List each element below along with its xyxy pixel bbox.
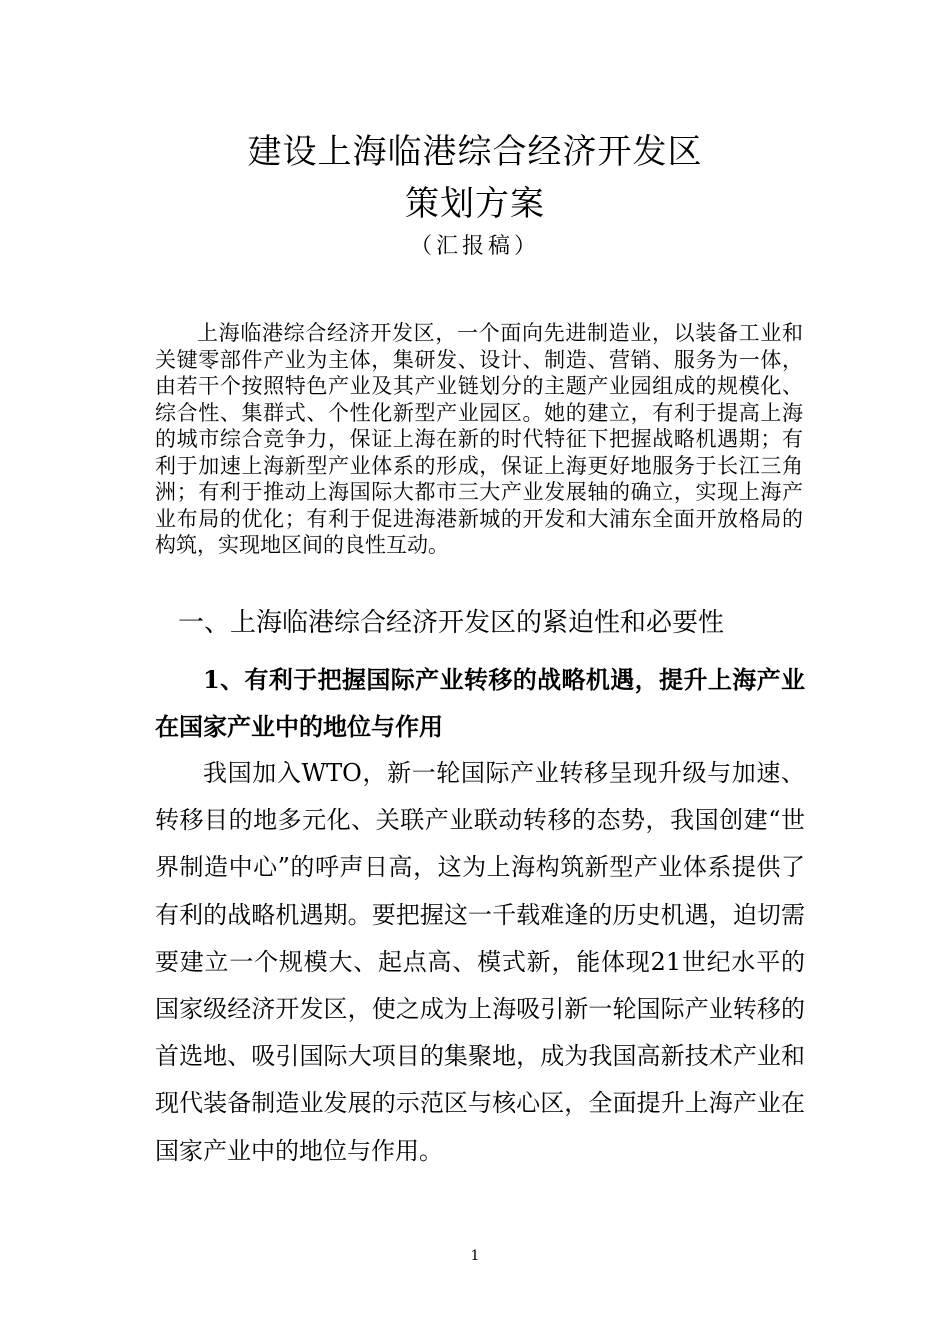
sub-heading: 1、有利于把握国际产业转移的战略机遇，提升上海产业在国家产业中的地位与作用 [155,665,805,741]
document-subtitle: （汇报稿） [409,234,540,259]
abstract-paragraph: 上海临港综合经济开发区，一个面向先进制造业，以装备工业和关键零部件产业为主体，集研发、设计、制造、营销、服务为一体，由若干个按照特色产业及其产业链划分的主题产业园组成的规模化、综合性、集群式、个性化新型产业园区。她的建立，有利于提高上海的城市综合竞争力，保证上海在新的时代特征下把握战略机遇期；有利于加速上海新型产业体系的形成，保证上海更好地服务于长江三角洲；有利于推动上海国际大都市三大产业发展轴的确立，实现上海产业布局的优化；有利于促进海港新城的开发和大浦东全面开放格局的构筑，实现地区间的良性互动。 [155,321,803,557]
section-heading: 一、上海临港综合经济开发区的紧迫性和必要性 [178,608,725,638]
page-number: 1 [470,1248,480,1264]
body-paragraph: 我国加入WTO，新一轮国际产业转移呈现升级与加速、转移目的地多元化、关联产业联动转移的态势，我国创建“世界制造中心”的呼声日高，这为上海构筑新型产业体系提供了有利的战略机遇期。要把握这一千载难逢的历史机遇，迫切需要建立一个规模大、起点高、模式新，能体现21世纪水平的国家级经济开发区，使之成为上海吸引新一轮国际产业转移的首选地、吸引国际大项目的集聚地，成为我国高新技术产业和现代装备制造业发展的示范区与核心区，全面提升上海产业在国家产业中的地位与作用。 [155,759,805,1165]
document-title-line2: 策划方案 [405,184,545,224]
document-title-line1: 建设上海临港综合经济开发区 [247,132,703,172]
